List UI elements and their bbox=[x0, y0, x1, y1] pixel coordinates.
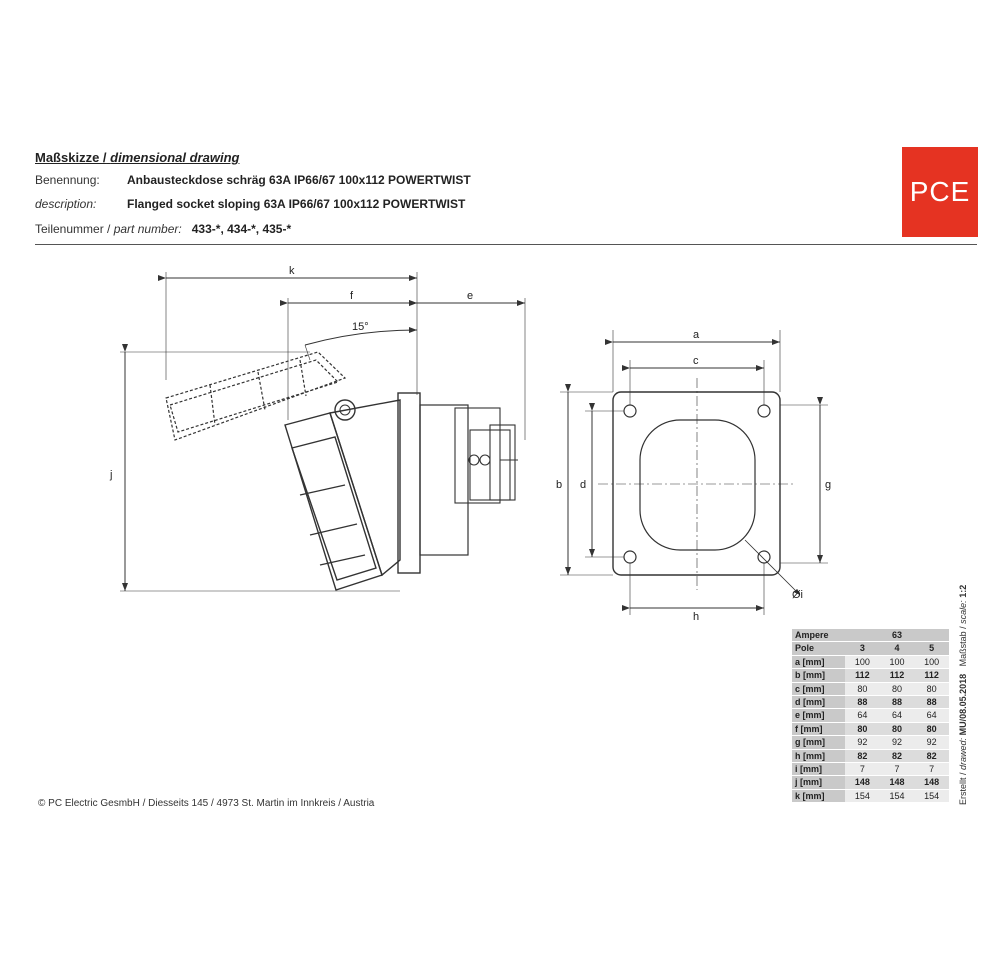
label-c: c bbox=[693, 355, 699, 367]
label-angle: 15° bbox=[352, 321, 369, 333]
dimension-table bbox=[792, 629, 949, 803]
table-row: Ampere 63 bbox=[792, 629, 949, 642]
table-row: Pole 3 4 5 bbox=[792, 642, 949, 655]
mount-hole-br bbox=[758, 551, 770, 563]
label-d: d bbox=[580, 479, 587, 491]
table-row: d [mm] 88 88 88 bbox=[792, 696, 949, 709]
pce-logo: PCE bbox=[902, 147, 978, 237]
label-b: b bbox=[556, 479, 563, 491]
label-h: h bbox=[693, 611, 700, 623]
table-row: i [mm] 7 7 7 bbox=[792, 763, 949, 776]
description-value: Flanged socket sloping 63A IP66/67 100x112 POWERTWIST bbox=[127, 197, 466, 211]
drawing-title: Maßskizze / dimensional drawing bbox=[35, 150, 240, 165]
mount-hole-tr bbox=[758, 405, 770, 417]
table-row: b [mm] 112 112 112 bbox=[792, 669, 949, 682]
dim-i-line bbox=[745, 540, 800, 595]
table-row: f [mm] 80 80 80 bbox=[792, 722, 949, 735]
flange bbox=[398, 393, 420, 573]
part-number-label: Teilenummer / part number: bbox=[35, 222, 182, 236]
table-row: g [mm] 92 92 92 bbox=[792, 736, 949, 749]
name-value: Anbausteckdose schräg 63A IP66/67 100x112 POWERTWIST bbox=[127, 173, 471, 187]
name-label: Benennung: bbox=[35, 173, 100, 187]
part-number-value: 433-*, 434-*, 435-* bbox=[191, 222, 292, 236]
table-row: j [mm] 148 148 148 bbox=[792, 776, 949, 789]
label-e: e bbox=[467, 290, 474, 302]
table-row: e [mm] 64 64 64 bbox=[792, 709, 949, 722]
mount-hole-tl bbox=[624, 405, 636, 417]
table-row: h [mm] 82 82 82 bbox=[792, 749, 949, 762]
copyright-footer: © PC Electric GesmbH / Diesseits 145 / 4973 St. Martin im Innkreis / Austria bbox=[38, 798, 375, 809]
mount-hole-bl bbox=[624, 551, 636, 563]
label-j: j bbox=[110, 469, 113, 481]
socket-lid bbox=[166, 352, 345, 440]
label-g: g bbox=[825, 479, 832, 491]
description-label: description: bbox=[35, 197, 97, 211]
label-k: k bbox=[289, 265, 295, 277]
rear-terminals bbox=[455, 408, 518, 503]
drawn-scale-info: Erstellt / drawed: MU/08.05.2018 Maßstab / scale: 1:2 bbox=[958, 584, 968, 805]
label-f: f bbox=[350, 290, 354, 302]
table-row: k [mm] 154 154 154 bbox=[792, 789, 949, 802]
socket-body bbox=[285, 400, 400, 590]
label-i: Øi bbox=[792, 589, 803, 601]
table-row: a [mm] 100 100 100 bbox=[792, 655, 949, 668]
table-row: c [mm] 80 80 80 bbox=[792, 682, 949, 695]
label-a: a bbox=[693, 329, 700, 341]
